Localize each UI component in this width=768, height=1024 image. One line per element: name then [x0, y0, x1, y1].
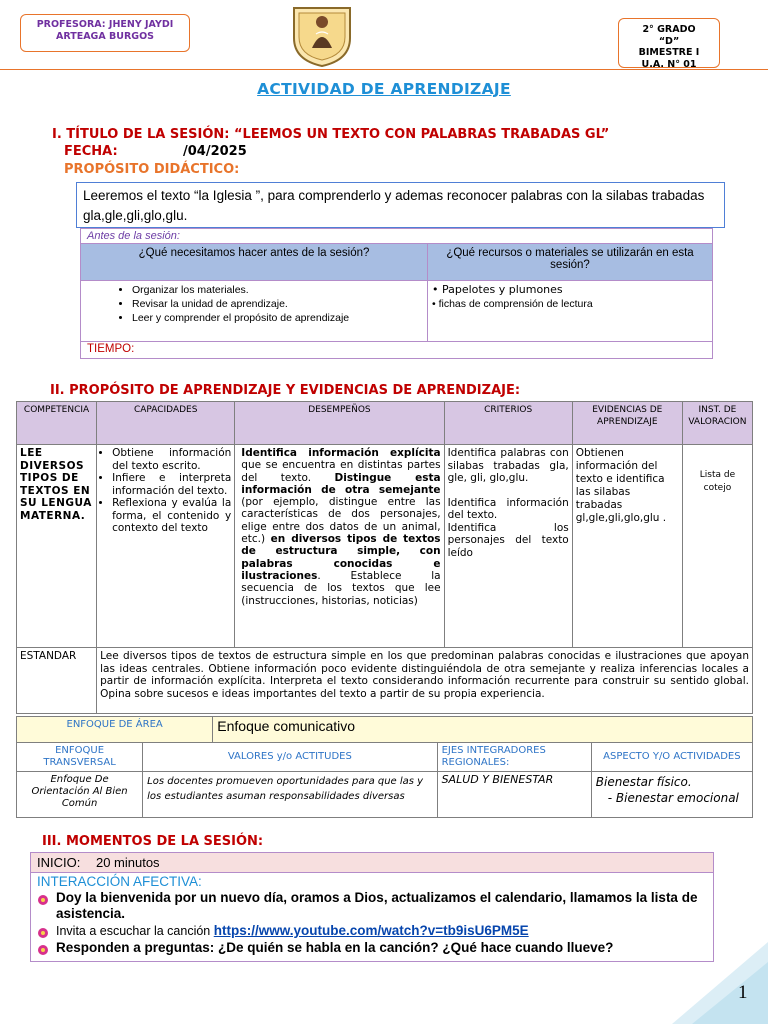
page-title: ACTIVIDAD DE APRENDIZAJE [257, 80, 511, 98]
desempeno-bold-3: en diversos tipos de textos de estructura simple, con palabras conocidas e ilustraciones [241, 533, 441, 582]
aspecto-cell [591, 772, 752, 818]
teacher-line-1: PROFESORA: JHENY JAYDI [36, 19, 174, 30]
tiempo-label: TIEMPO: [81, 342, 713, 359]
desempeno-text-1: que se encuentra en distintas partes del texto. [241, 459, 441, 484]
page-number: 1 [738, 982, 748, 1003]
list-item [37, 890, 707, 922]
list-item: Papelotes y plumones [442, 283, 563, 296]
inicio-row [31, 853, 713, 873]
moments-box [30, 852, 714, 962]
enfoque-area-value: Enfoque comunicativo [213, 717, 753, 743]
aspecto-label: ASPECTO Y/O ACTIVIDADES [591, 743, 752, 772]
interaction-item-1: Doy la bienvenida por un nuevo día, oramos a Dios, actualizamos el calendario, llamamos la lista de asistencia. [56, 890, 698, 921]
grade-line: 2° GRADO [642, 24, 696, 35]
header-divider [0, 69, 768, 70]
desempeno-text-2: (por ejemplo, distingue entre las características de dos personajes, elige entre dos datos de un animal, etc.) [241, 496, 441, 546]
estandar-text: Lee diversos tipos de textos de estructura simple en los que predominan palabras conocidas e ilustraciones que apoyan las ideas centrales. Obtiene información poco evidente distinguiéndola de otra semejante y realiza inferencias locales a partir de información explícita. Interpreta el texto considerando información recurrente para construir su sentido global. Opina sobre sucesos e ideas importantes del texto a partir de su propia experiencia. [97, 648, 753, 714]
grade-info-box [618, 18, 720, 68]
before-col1-header: ¿Qué necesitamos hacer antes de la sesión? [81, 244, 428, 281]
interaction-item-3: Responden a preguntas: ¿De quién se habla en la canción? ¿Qué hace cuando llueve? [56, 940, 614, 955]
valores-value: Los docentes promueven oportunidades para que las y los estudiantes asuman responsabilidades diversas [143, 772, 437, 818]
section-3-heading: III. MOMENTOS DE LA SESIÓN: [42, 834, 264, 849]
unit-line: U.A. N° 01 [641, 58, 697, 68]
criterios-cell [444, 445, 572, 648]
desempenos-cell [235, 445, 444, 648]
school-crest-logo [290, 4, 354, 68]
flower-bullet-icon [37, 894, 49, 906]
desempeno-bold-2: Distingue esta información de otra semejante [241, 471, 441, 496]
teacher-name-box [20, 14, 190, 52]
ejes-label: EJES INTEGRADORES REGIONALES: [437, 743, 591, 772]
bimester-line: BIMESTRE I [638, 47, 700, 58]
list-item: fichas de comprensión de lectura [438, 298, 593, 310]
list-item: • Revisar la unidad de aprendizaje. [132, 298, 426, 310]
list-item: • Obtiene información del texto escrito. [112, 447, 231, 472]
before-col2-cell: • Papelotes y plumones • fichas de comprensión de lectura [428, 281, 713, 342]
before-col1-cell [81, 281, 428, 342]
moments-body [31, 873, 713, 961]
interaccion-label: INTERACCIÓN AFECTIVA: [37, 874, 202, 889]
desempeno-bold-1: Identifica información explícita [241, 447, 441, 459]
flower-bullet-icon [37, 927, 49, 939]
ejes-value: SALUD Y BIENESTAR [437, 772, 591, 818]
flower-bullet-icon [37, 944, 49, 956]
header-capacidades: CAPACIDADES [97, 402, 235, 445]
aspecto-1: Bienestar físico. [595, 775, 692, 789]
evidencias-cell: Obtienen información del texto e identifica las silabas trabadas gl,gle,gli,glo,glu . [572, 445, 682, 648]
list-item: • Reflexiona y evalúa la forma, el contenido y contexto del texto [112, 497, 231, 535]
list-item: • Leer y comprender el propósito de aprendizaje [132, 312, 426, 324]
enfoque-area-label: ENFOQUE DE ÁREA [17, 717, 213, 743]
list-item [37, 923, 707, 939]
interaction-item-2: Invita a escuchar la canción [56, 924, 214, 938]
header-desempenos: DESEMPEÑOS [235, 402, 444, 445]
proposito-text: Leeremos el texto “la Iglesia ”, para comprenderlo y ademas reconocer palabras con la silabas trabadas gla,gle,gli,glo,glu. [83, 188, 705, 223]
section-line: “D” [658, 35, 680, 47]
section-1-heading: I. TÍTULO DE LA SESIÓN: “LEEMOS UN TEXTO CON PALABRAS TRABADAS GL” [52, 127, 610, 142]
section-2-heading: II. PROPÓSITO DE APRENDIZAJE Y EVIDENCIAS DE APRENDIZAJE: [50, 383, 521, 398]
fecha-value: /04/2025 [183, 144, 247, 159]
header-evidencias: EVIDENCIAS DE APRENDIZAJE [572, 402, 682, 445]
estandar-label: ESTANDAR [17, 648, 97, 714]
valores-label: VALORES y/o ACTITUDES [143, 743, 437, 772]
aspecto-2: - Bienestar emocional [607, 791, 739, 805]
inicio-time: 20 minutos [95, 855, 160, 870]
before-session-table [80, 228, 713, 359]
header-criterios: CRITERIOS [444, 402, 572, 445]
header-competencia: COMPETENCIA [17, 402, 97, 445]
page-corner-decoration [672, 942, 768, 1024]
enfoque-transversal-label: ENFOQUE TRANSVERSAL [17, 743, 143, 772]
before-session-label: Antes de la sesión: [81, 229, 713, 244]
competencia-cell: LEE DIVERSOS TIPOS DE TEXTOS EN SU LENGUA MATERNA. [17, 445, 97, 648]
song-link[interactable]: https://www.youtube.com/watch?v=tb9isU6PM5E [213, 923, 529, 938]
competencies-table [16, 401, 753, 714]
proposito-box [76, 182, 725, 228]
list-item: • Organizar los materiales. [132, 284, 426, 296]
fecha-label: FECHA: [64, 144, 118, 159]
criterio-3: Identifica los personajes del texto leído [447, 521, 569, 559]
criterio-2: Identifica información del texto. [447, 496, 569, 521]
capacidades-cell [97, 445, 235, 648]
enfoque-transversal-value: Enfoque De Orientación Al Bien Común [17, 772, 143, 818]
list-item [37, 940, 707, 956]
inicio-label: INICIO: [37, 855, 81, 870]
instrumento-cell: Lista de cotejo [682, 445, 752, 648]
desempeno-text-3: . Establece la secuencia de los textos que lee (instrucciones, historias, noticias) [241, 569, 441, 607]
criterio-1: Identifica palabras con silabas trabadas gla, gle, gli, glo,glu. [447, 447, 569, 484]
teacher-line-2: ARTEAGA BURGOS [55, 31, 154, 42]
proposito-label: PROPÓSITO DIDÁCTICO: [64, 162, 240, 177]
list-item: • Infiere e interpreta información del texto. [112, 472, 231, 497]
enfoques-table [16, 716, 753, 818]
header-instrumento: INST. DE VALORACION [682, 402, 752, 445]
before-col2-header: ¿Qué recursos o materiales se utilizarán en esta sesión? [428, 244, 713, 281]
